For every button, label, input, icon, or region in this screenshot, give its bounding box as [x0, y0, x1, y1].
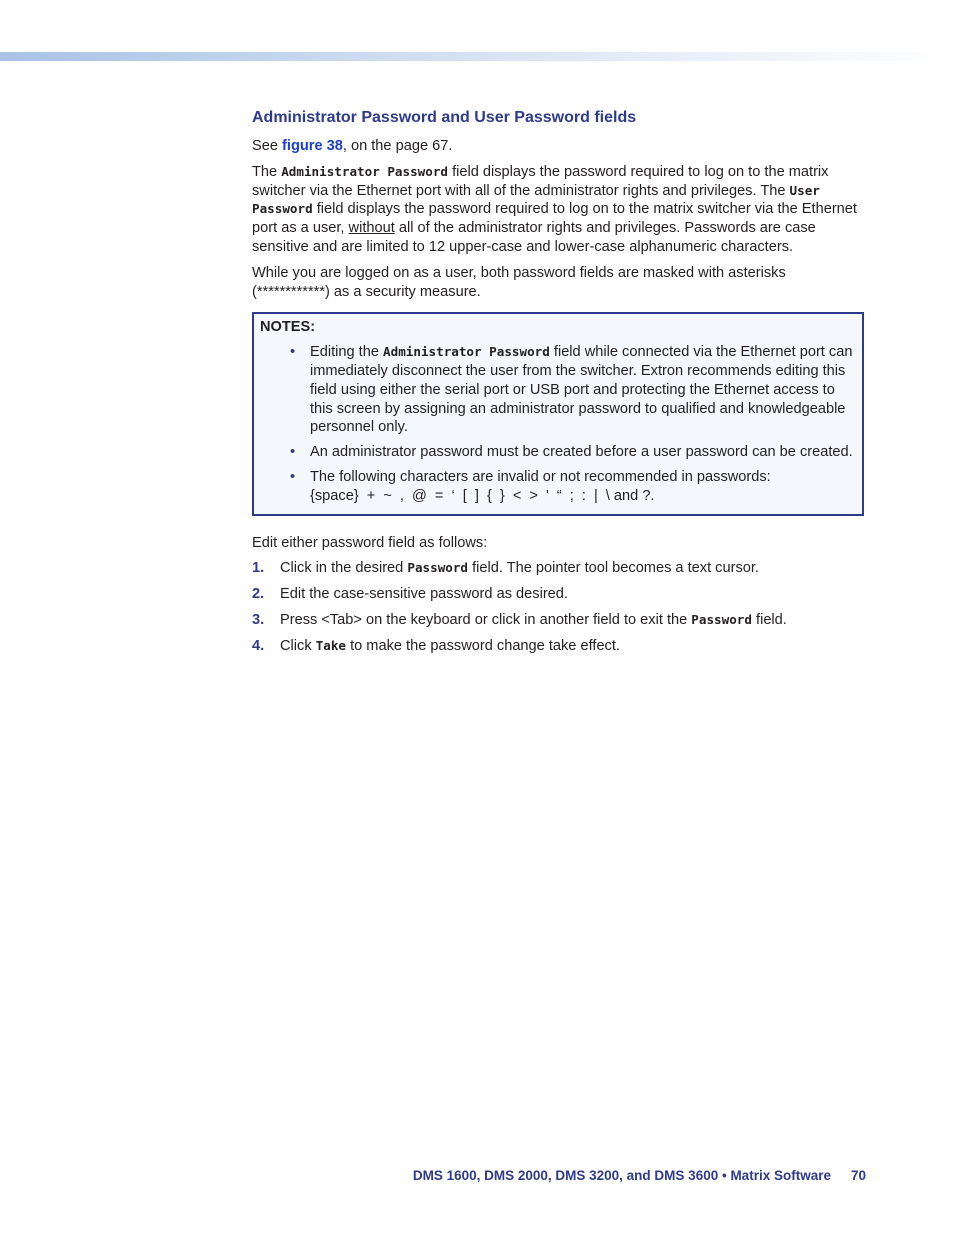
step-item — [252, 559, 864, 578]
step-code: Take — [315, 637, 347, 653]
notes-box — [252, 312, 864, 515]
step-item — [252, 585, 864, 604]
notes-list — [260, 343, 856, 505]
figure-link[interactable]: figure 38 — [282, 138, 343, 154]
underlined-word: without — [348, 220, 395, 237]
page-footer — [413, 1168, 866, 1183]
see-figure-line — [252, 137, 864, 156]
step-item — [252, 637, 864, 656]
page-number: 70 — [850, 1168, 866, 1183]
note-item — [290, 468, 856, 506]
step-text: Click — [280, 637, 316, 654]
steps-list — [252, 559, 864, 655]
masking-paragraph: While you are logged on as a user, both password fields are masked with asterisks (************) as a security measure. — [252, 264, 786, 300]
para1-text-2: field displays the password required to log on to the matrix switcher via the Ethernet port with all of the administrator rights and privileges. The — [252, 163, 829, 199]
step-number: 4. — [252, 637, 265, 654]
section-heading: Administrator Password and User Password fields — [252, 109, 637, 126]
bullet-icon: • — [290, 468, 296, 485]
step-text: Press <Tab> on the keyboard or click in another field to exit the — [280, 611, 692, 628]
step-text: Edit the case-sensitive password as desired. — [280, 586, 568, 603]
step-text: field. — [751, 611, 787, 628]
note1-text-1: Editing the — [310, 344, 384, 361]
admin-password-code: Administrator Password — [281, 163, 449, 179]
step-text: Click in the desired — [280, 560, 408, 577]
header-band — [0, 52, 954, 61]
notes-title: NOTES: — [260, 319, 316, 336]
user-password-code: User Password — [252, 182, 820, 217]
see-suffix: , on the page 67. — [342, 138, 453, 154]
bullet-icon: • — [290, 344, 296, 361]
edit-intro: Edit either password field as follows: — [252, 534, 488, 551]
step-text: field. The pointer tool becomes a text cursor. — [468, 560, 759, 577]
note-item — [290, 443, 856, 462]
step-number: 1. — [252, 560, 265, 577]
note3-text-2: and ?. — [609, 487, 655, 504]
step-number: 2. — [252, 586, 265, 603]
note1-code: Administrator Password — [383, 344, 550, 360]
step-item — [252, 611, 864, 630]
note3-text-1: The following characters are invalid or not recommended in passwords: — [310, 468, 771, 485]
see-prefix: See — [252, 138, 283, 154]
para1-text-3: field displays the password required to log on to the matrix switcher via the Ethernet port as a user, — [252, 201, 857, 237]
invalid-characters: {space} + ~ , @ = ‘ [ ] { } < > ' “ ; : | \ — [310, 487, 610, 504]
page-content — [252, 108, 864, 663]
step-code: Password — [407, 560, 469, 576]
bullet-icon: • — [290, 444, 296, 461]
note2-text: An administrator password must be created before a user password can be created. — [310, 444, 853, 461]
note1-text-2: field while connected via the Ethernet port can immediately disconnect the user from the switcher. Extron recommends editing this field using either the serial port or USB port and protecting the Ethernet access to this screen by assigning an administrator password to qualified and knowledgeable personnel only. — [310, 344, 853, 436]
note-item — [290, 343, 856, 437]
step-code: Password — [691, 611, 752, 627]
step-number: 3. — [252, 611, 265, 628]
para1-text-1: The — [252, 163, 282, 180]
description-paragraph — [252, 163, 864, 257]
step-text: to make the password change take effect. — [346, 637, 620, 654]
para1-text-4: all of the administrator rights and privileges. Passwords are case sensitive and are limited to 12 upper-case and lower-case alphanumeric characters. — [252, 220, 816, 255]
footer-title: DMS 1600, DMS 2000, DMS 3200, and DMS 3600 • Matrix Software — [412, 1168, 831, 1183]
